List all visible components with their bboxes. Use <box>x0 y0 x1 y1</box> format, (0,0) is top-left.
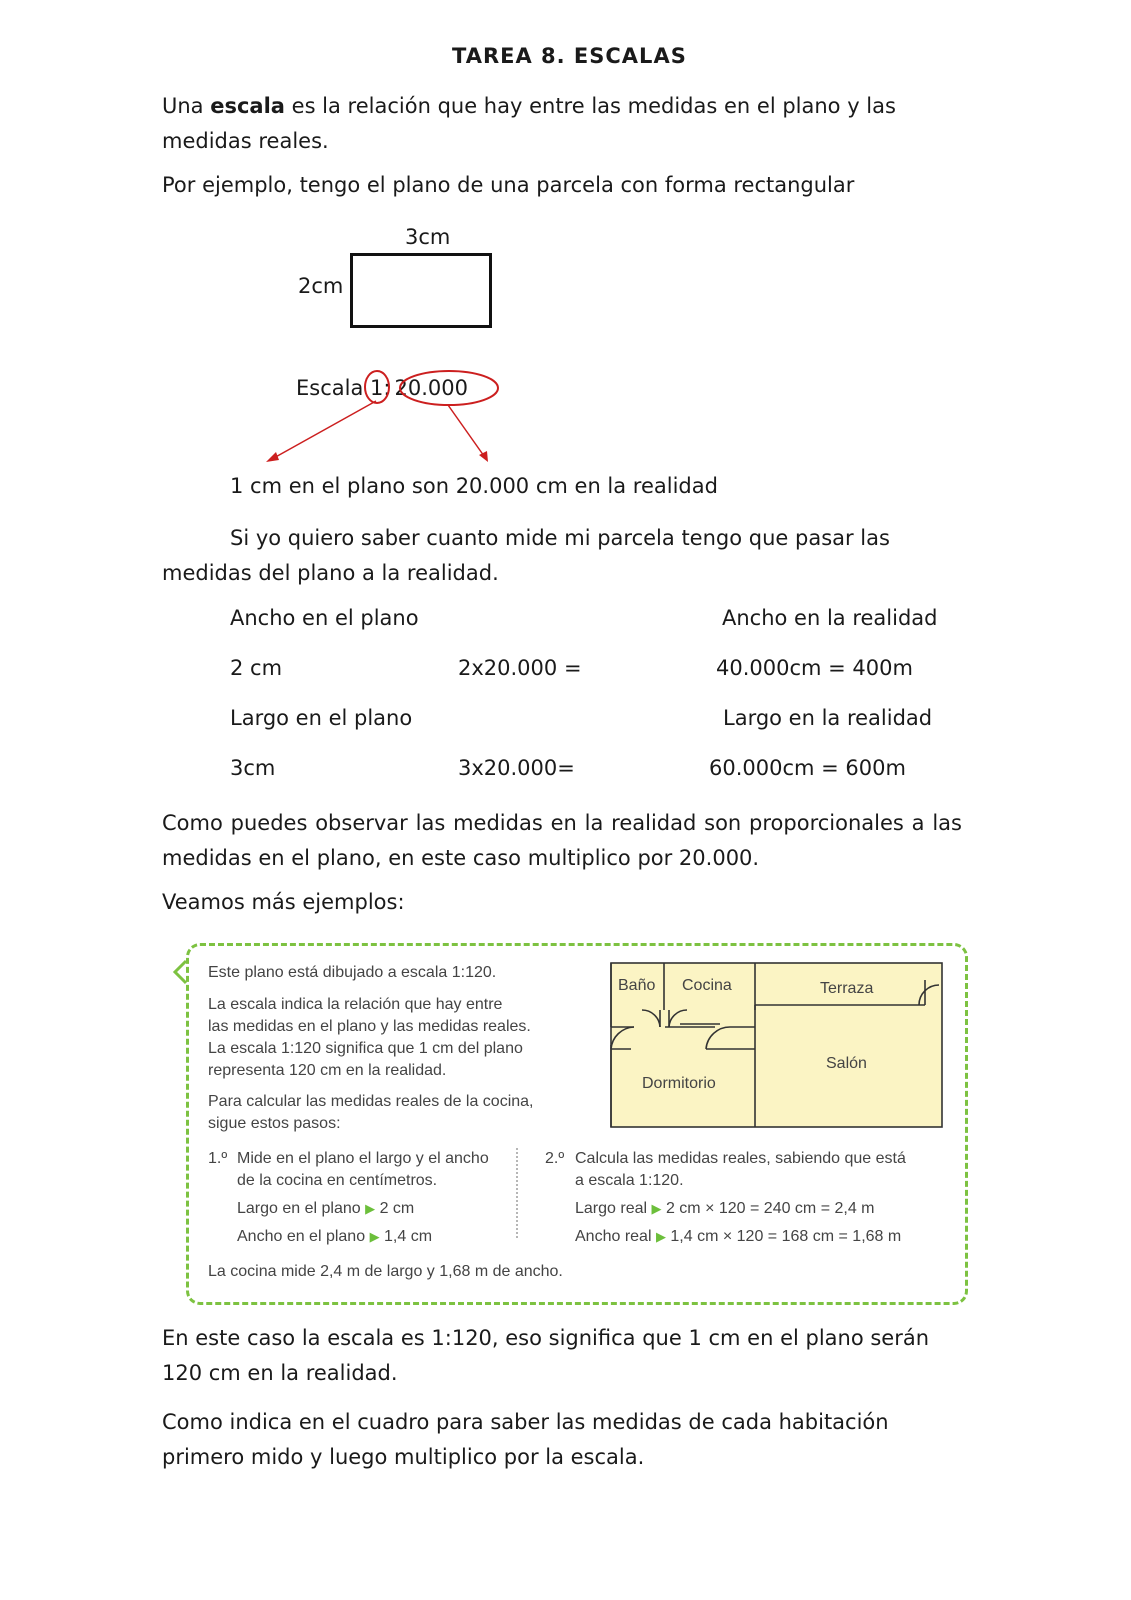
proportional-note: Como puedes observar las medidas en la realidad son proporcionales a las medidas en el plano, en este caso multiplico por 20.000. <box>162 811 962 870</box>
room-bano: Baño <box>618 977 656 994</box>
closing-paragraph-2: Como indica en el cuadro para saber las medidas de cada habitación primero mido y luego multiplico por la escala. <box>162 1410 889 1469</box>
scale-label: Escala <box>296 376 371 400</box>
step1-number: 1.º <box>208 1150 228 1167</box>
step1-ancho-label: Ancho en el plano <box>237 1228 366 1245</box>
rect-height-label: 2cm <box>298 274 344 298</box>
step1-line2: de la cocina en centímetros. <box>237 1172 438 1189</box>
room-cocina: Cocina <box>682 977 732 994</box>
textbook-line1: Este plano está dibujado a escala 1:120. <box>208 964 497 981</box>
step2-line1: Calcula las medidas reales, sabiendo que está <box>575 1150 906 1167</box>
table-row-2-a: 2 cm <box>230 656 283 680</box>
step2-ancho-value: 1,4 cm × 120 = 168 cm = 1,68 m <box>670 1228 902 1245</box>
scale-one: 1 <box>370 376 384 400</box>
textbook-para1-2: las medidas en el plano y las medidas reales. <box>208 1018 531 1035</box>
table-row-3-c: Largo en la realidad <box>723 706 933 730</box>
green-arrow-icon: ▶ <box>655 1229 666 1244</box>
green-arrow-icon: ▶ <box>369 1229 380 1244</box>
table-row-1-a: Ancho en el plano <box>230 606 419 630</box>
textbook-para2-2: sigue estos pasos: <box>208 1115 341 1132</box>
table-row-2-b: 2x20.000 = <box>458 656 582 680</box>
textbook-para2-1: Para calcular las medidas reales de la cocina, <box>208 1093 534 1110</box>
intro-bold-term: escala <box>210 94 285 118</box>
intro-prefix: Una <box>162 94 211 118</box>
textbook-para1-3: La escala 1:120 significa que 1 cm del plano <box>208 1040 523 1057</box>
room-dormitorio: Dormitorio <box>642 1075 716 1092</box>
room-salon: Salón <box>826 1055 867 1072</box>
step2-number: 2.º <box>545 1150 565 1167</box>
closing-paragraph-1: En este caso la escala es 1:120, eso significa que 1 cm en el plano serán 120 cm en la realidad. <box>162 1326 930 1385</box>
step2-line2: a escala 1:120. <box>575 1172 684 1189</box>
example-intro: Por ejemplo, tengo el plano de una parcela con forma rectangular <box>162 173 855 197</box>
table-row-1-c: Ancho en la realidad <box>722 606 938 630</box>
scale-colon: : <box>383 376 391 400</box>
step2-ancho-label: Ancho real <box>575 1228 652 1245</box>
page-title: TAREA 8. ESCALAS <box>452 44 687 68</box>
textbook-para1-1: La escala indica la relación que hay entre <box>208 996 503 1013</box>
textbook-conclusion: La cocina mide 2,4 m de largo y 1,68 m de ancho. <box>208 1263 563 1280</box>
rect-width-label: 3cm <box>405 225 451 249</box>
intro-rest: es la relación que hay entre las medidas en el plano y las medidas reales. <box>162 94 896 153</box>
measure-intro: Si yo quiero saber cuanto mide mi parcela tengo que pasar las medidas del plano a la realidad. <box>162 526 890 585</box>
more-examples: Veamos más ejemplos: <box>162 890 405 914</box>
step1-largo-label: Largo en el plano <box>237 1200 361 1217</box>
table-row-4-a: 3cm <box>230 756 276 780</box>
green-arrow-icon: ▶ <box>365 1201 376 1216</box>
textbook-para1-4: representa 120 cm en la realidad. <box>208 1062 447 1079</box>
step1-largo-value: 2 cm <box>379 1200 415 1217</box>
scale-value: 20.000 <box>394 376 468 400</box>
table-row-4-b: 3x20.000= <box>458 756 575 780</box>
green-arrow-icon: ▶ <box>651 1201 662 1216</box>
table-row-2-c: 40.000cm = 400m <box>716 656 913 680</box>
step2-largo-label: Largo real <box>575 1200 648 1217</box>
room-terraza: Terraza <box>820 980 874 997</box>
step2-largo-value: 2 cm × 120 = 240 cm = 2,4 m <box>665 1200 875 1217</box>
step1-ancho-value: 1,4 cm <box>384 1228 433 1245</box>
table-row-4-c: 60.000cm = 600m <box>709 756 906 780</box>
step1-line1: Mide en el plano el largo y el ancho <box>237 1150 489 1167</box>
table-row-3-a: Largo en el plano <box>230 706 413 730</box>
scale-meaning: 1 cm en el plano son 20.000 cm en la realidad <box>230 474 718 498</box>
